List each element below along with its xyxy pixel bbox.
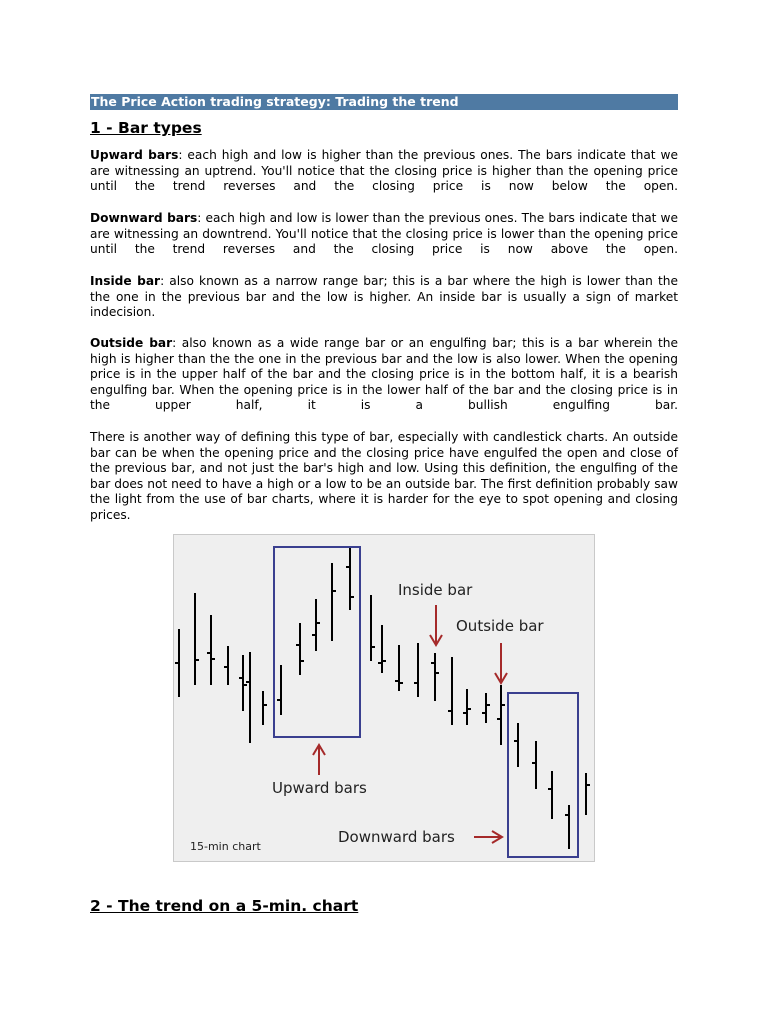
term-upward-bars: Upward bars: [90, 148, 179, 162]
price-bar: [378, 625, 386, 673]
paragraph-downward-bars: [90, 211, 678, 258]
price-bar: [277, 665, 281, 715]
price-bar: [532, 741, 536, 789]
document-title-banner: The Price Action trading strategy: Trading the trend: [90, 94, 678, 110]
inside-bar-arrow: [430, 605, 442, 645]
label-timeframe: 15-min chart: [190, 840, 261, 853]
price-bar: [312, 599, 320, 651]
paragraph-inside-bar: [90, 274, 678, 321]
price-bar: [448, 657, 452, 725]
price-bar: [224, 646, 228, 685]
label-outside-bar: Outside bar: [456, 617, 544, 635]
price-bar: [565, 805, 569, 849]
price-bar: [431, 653, 439, 701]
downward-bars-box: [508, 693, 578, 857]
price-bar: [463, 689, 471, 725]
paragraph-outside-text: : also known as a wide range bar or an engulfing bar; this is a bar wherein the high is higher than the the one in the previous bar and the low is also lower. When the opening price is in the upper half of the bar and the closing price is in the bottom half, it is a bearish engulfing bar. When the opening price is in the lower half of the bar and the closing price is in the upper half, it is a bullish engulfing bar.: [90, 336, 678, 413]
price-bar: [497, 685, 505, 745]
label-downward-bars: Downward bars: [338, 828, 455, 846]
price-bar: [482, 693, 490, 723]
price-bar: [175, 629, 179, 697]
paragraph-upward-text: : each high and low is higher than the previous ones. The bars indicate that we are witnessing an uptrend. You'll notice that the closing price is higher than the opening price until the trend reverses and the closing price is now below the open.: [90, 148, 678, 194]
price-bar: [263, 691, 267, 725]
label-upward-bars: Upward bars: [272, 779, 367, 797]
price-bars: [175, 547, 590, 849]
term-outside-bar: Outside bar: [90, 336, 173, 350]
price-bar: [296, 623, 304, 675]
paragraph-upward-bars: [90, 148, 678, 195]
price-bar: [395, 645, 403, 691]
price-bar: [239, 655, 247, 711]
price-bar: [371, 595, 375, 661]
price-bar: [246, 652, 250, 743]
price-bar: [414, 643, 418, 697]
term-inside-bar: Inside bar: [90, 274, 161, 288]
annotation-arrows: [313, 605, 507, 843]
section-heading-bar-types: 1 - Bar types: [90, 119, 202, 137]
price-bar: [346, 547, 354, 610]
bar-types-chart-figure: [173, 534, 595, 862]
price-bar: [332, 563, 336, 641]
paragraph-outside-bar: [90, 336, 678, 414]
section-heading-trend-5min: 2 - The trend on a 5-min. chart: [90, 897, 359, 915]
term-downward-bars: Downward bars: [90, 211, 198, 225]
paragraph-downward-text: : each high and low is lower than the previous ones. The bars indicate that we are witnessing an downtrend. You'll notice that the closing price is lower than the opening price until the trend reverses and the closing price is now above the open.: [90, 211, 678, 257]
bar-chart-svg: [174, 535, 594, 861]
price-bar: [195, 593, 199, 685]
outside-bar-arrow: [495, 643, 507, 683]
paragraph-inside-text: : also known as a narrow range bar; this is a bar where the high is lower than the the one in the previous bar and the low is higher. An inside bar is usually a sign of market indecision.: [90, 274, 679, 320]
price-bar: [548, 771, 552, 819]
label-inside-bar: Inside bar: [398, 581, 473, 599]
downward-bars-arrow: [474, 831, 502, 843]
upward-bars-arrow: [313, 745, 325, 775]
price-bar: [586, 773, 590, 815]
price-bar: [207, 615, 215, 685]
price-bar: [514, 723, 518, 767]
paragraph-another-definition: There is another way of defining this type of bar, especially with candlestick charts. An outside bar can be when the opening price and the closing price have engulfed the open and close of the previous bar, and not just the bar's high and low. Using this definition, the engulfing of the bar does not need to have a high or a low to be an outside bar. The first definition probably saw the light from the use of bar charts, where it is harder for the eye to spot opening and closing prices.: [90, 430, 678, 522]
